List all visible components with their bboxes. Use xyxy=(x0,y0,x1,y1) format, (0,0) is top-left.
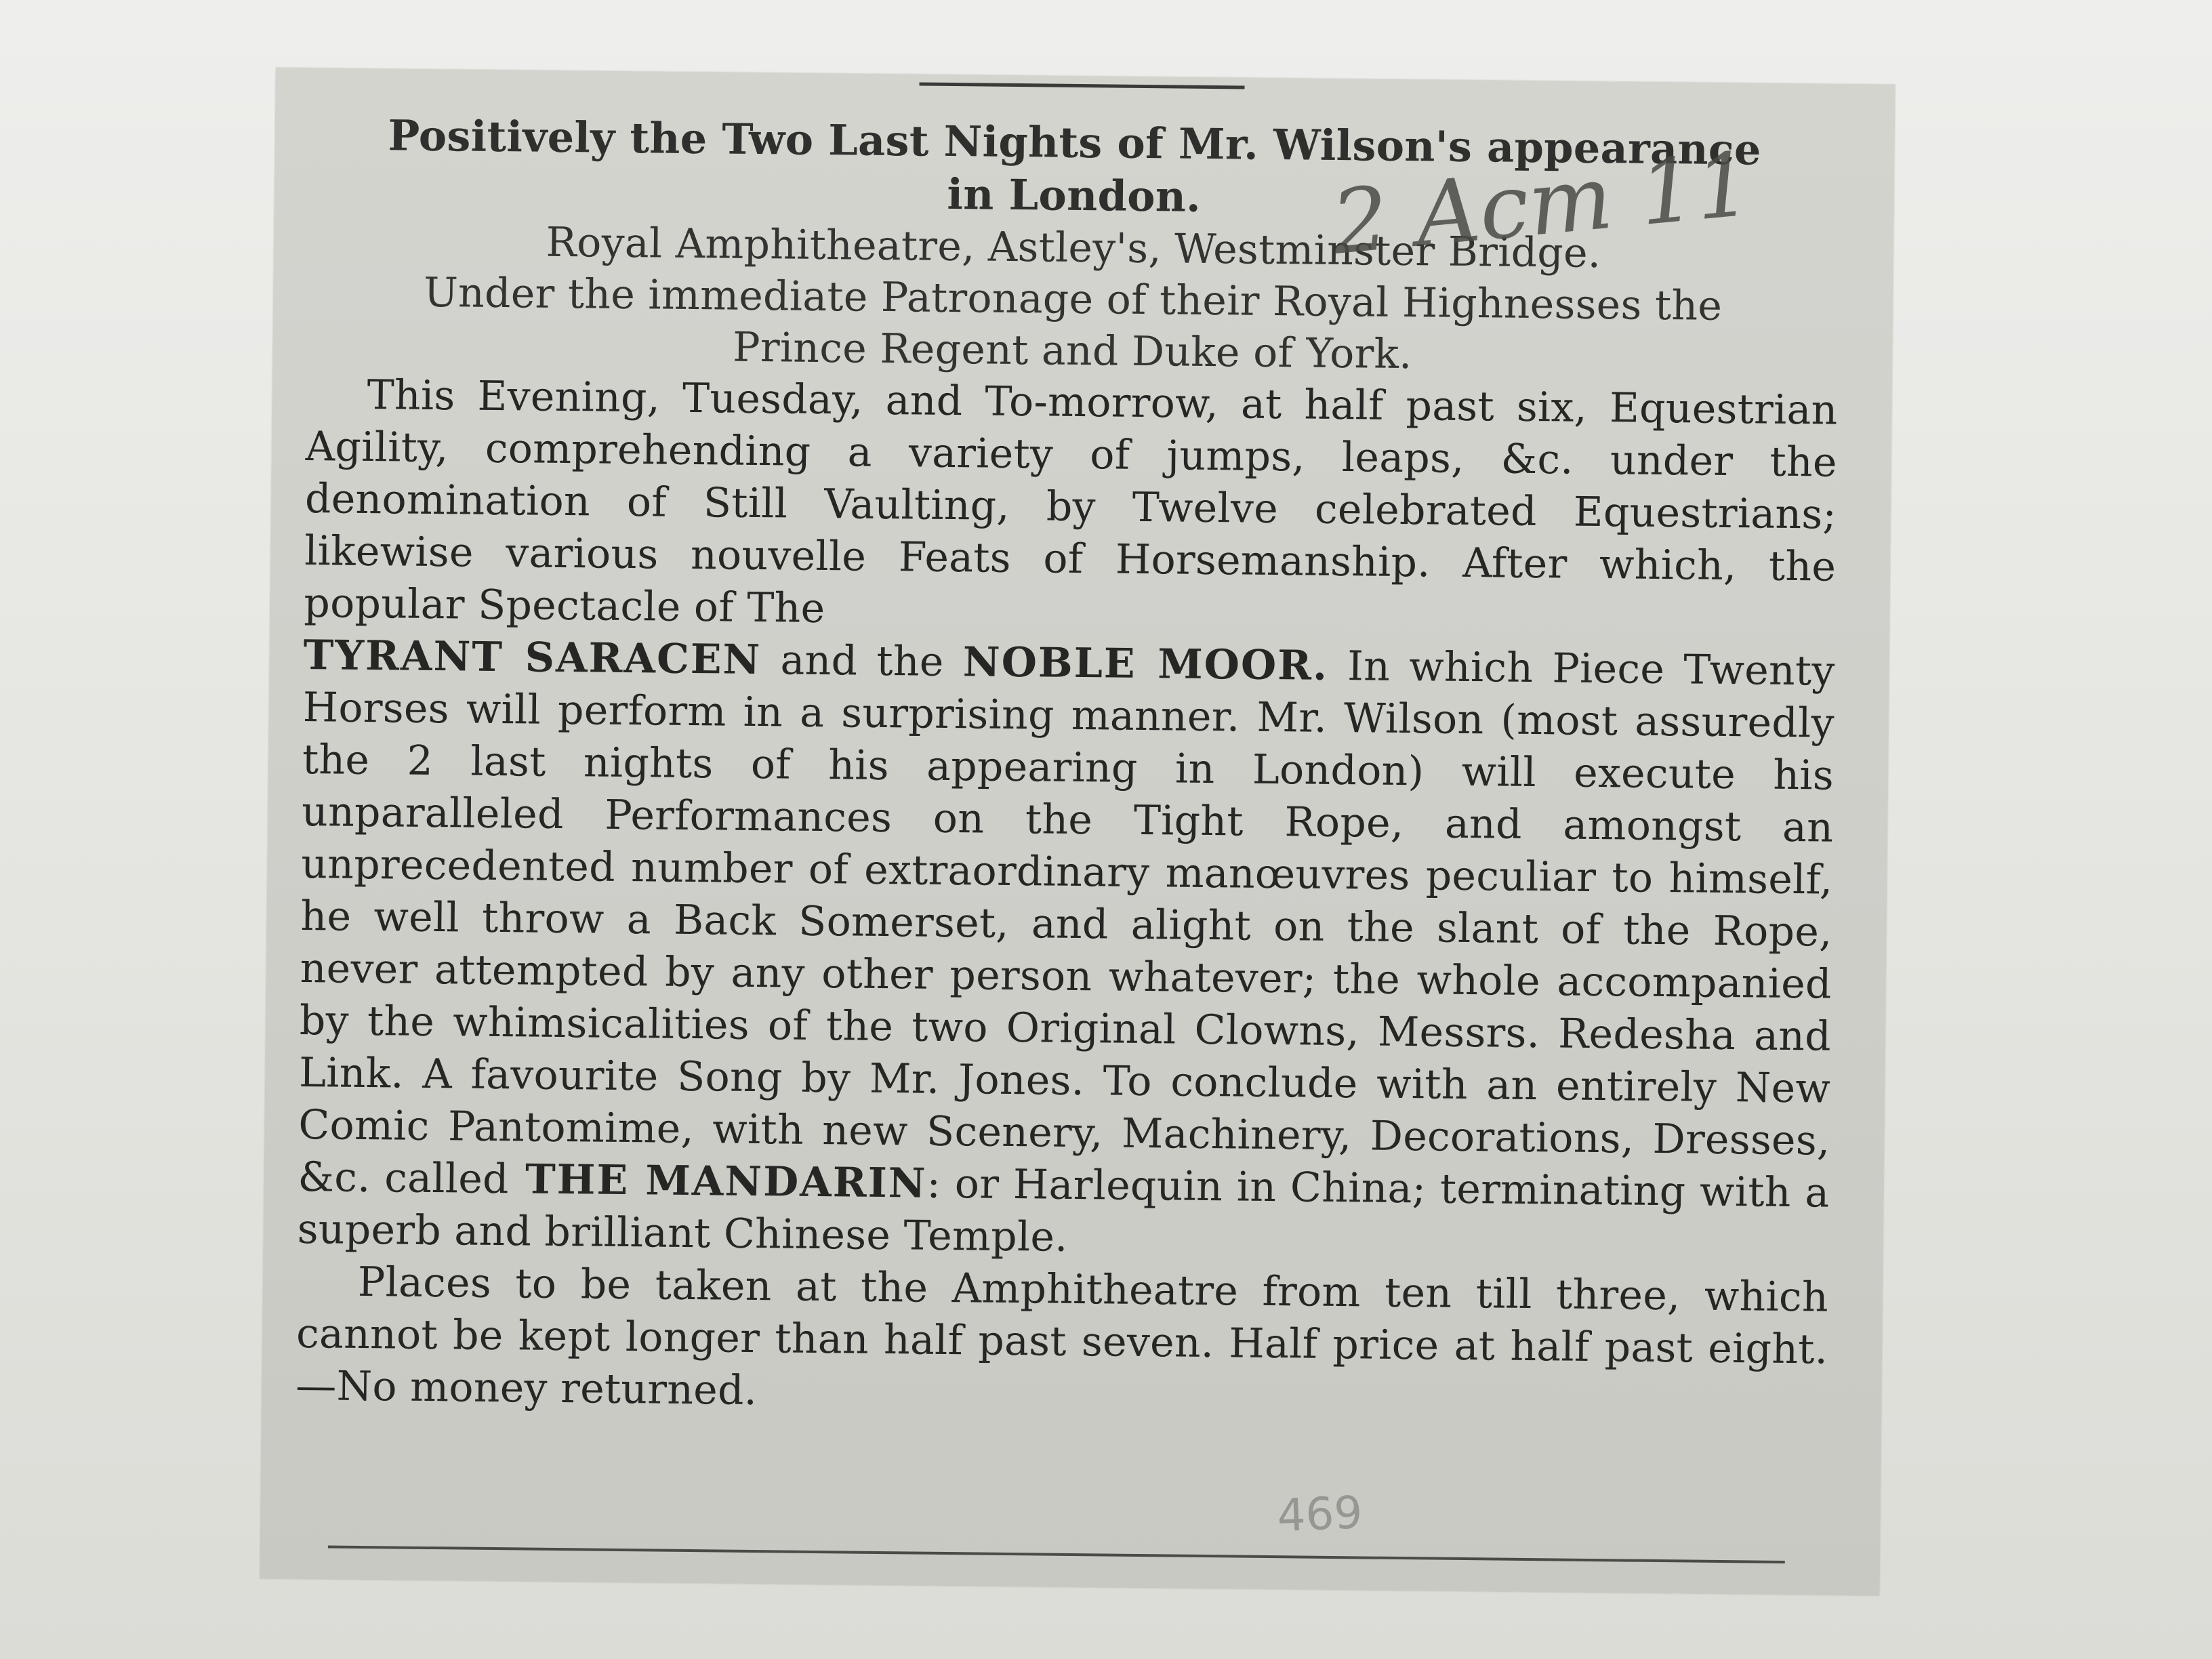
handwritten-date-note: 2 Aст 11 xyxy=(1327,132,1757,274)
advertisement-text xyxy=(295,108,1841,1429)
title-tyrant-saracen: TYRANT SARACEN xyxy=(303,632,762,684)
title-noble-moor: NOBLE MOOR. xyxy=(962,638,1329,690)
closing-paragraph: Places to be taken at the Amphitheatre from ten till three, which cannot be kept longer than half past seven. Half price at half past eight.—No money returned. xyxy=(295,1258,1829,1415)
program-text-3: : or Harlequin in China; terminating with a superb and brilliant Chinese Temple. xyxy=(297,1160,1830,1261)
newspaper-clipping xyxy=(260,68,1895,1596)
bottom-rule xyxy=(328,1545,1785,1563)
venue-line: Royal Amphitheatre, Astley's, Westminster Bridge. xyxy=(546,218,1601,278)
patronage-line-2: Prince Regent and Duke of York. xyxy=(732,323,1412,379)
program-text-2: In which Piece Twenty Horses will perform in a surprising manner. Mr. Wilson (most assuredly the 2 last nights of his appearing in London) will execute his unparalleled Performances on the Tight Rope, and amongst an unprecedented number of extraordinary manœuvres peculiar to himself, he well throw a Back Somerset, and alight on the slant of the Rope, never attempted by any other person whatever; the whole accompanied by the whimsicalities of the two Original Clowns, Messrs. Redesha and Link. A favourite Song by Mr. Jones. To conclude with an entirely New Comic Pantomime, with new Scenery, Machinery, Decorations, Dresses, &c. called xyxy=(298,642,1835,1204)
program-conjunction: and the xyxy=(761,636,964,687)
top-rule xyxy=(920,82,1245,89)
program-paragraph xyxy=(297,369,1838,1272)
program-text-1: This Evening, Tuesday, and To-morrow, at half past six, Equestrian Agility, comprehending a variety of jumps, leaps, &c. under the denomination of Still Vaulting, by Twelve celebrated Equestrians; likewise various nouvelle Feats of Horsemanship. After which, the popular Spectacle of The xyxy=(304,371,1838,633)
patronage-line-1: Under the immediate Patronage of their Royal Highnesses the xyxy=(423,268,1723,330)
headline-line-1: Positively the Two Last Nights of Mr. Wilson's appearance xyxy=(388,110,1762,175)
pencil-number-note: 469 xyxy=(1275,1486,1364,1542)
headline-line-2: in London. xyxy=(947,169,1202,222)
title-the-mandarin: THE MANDARIN xyxy=(508,1155,927,1208)
